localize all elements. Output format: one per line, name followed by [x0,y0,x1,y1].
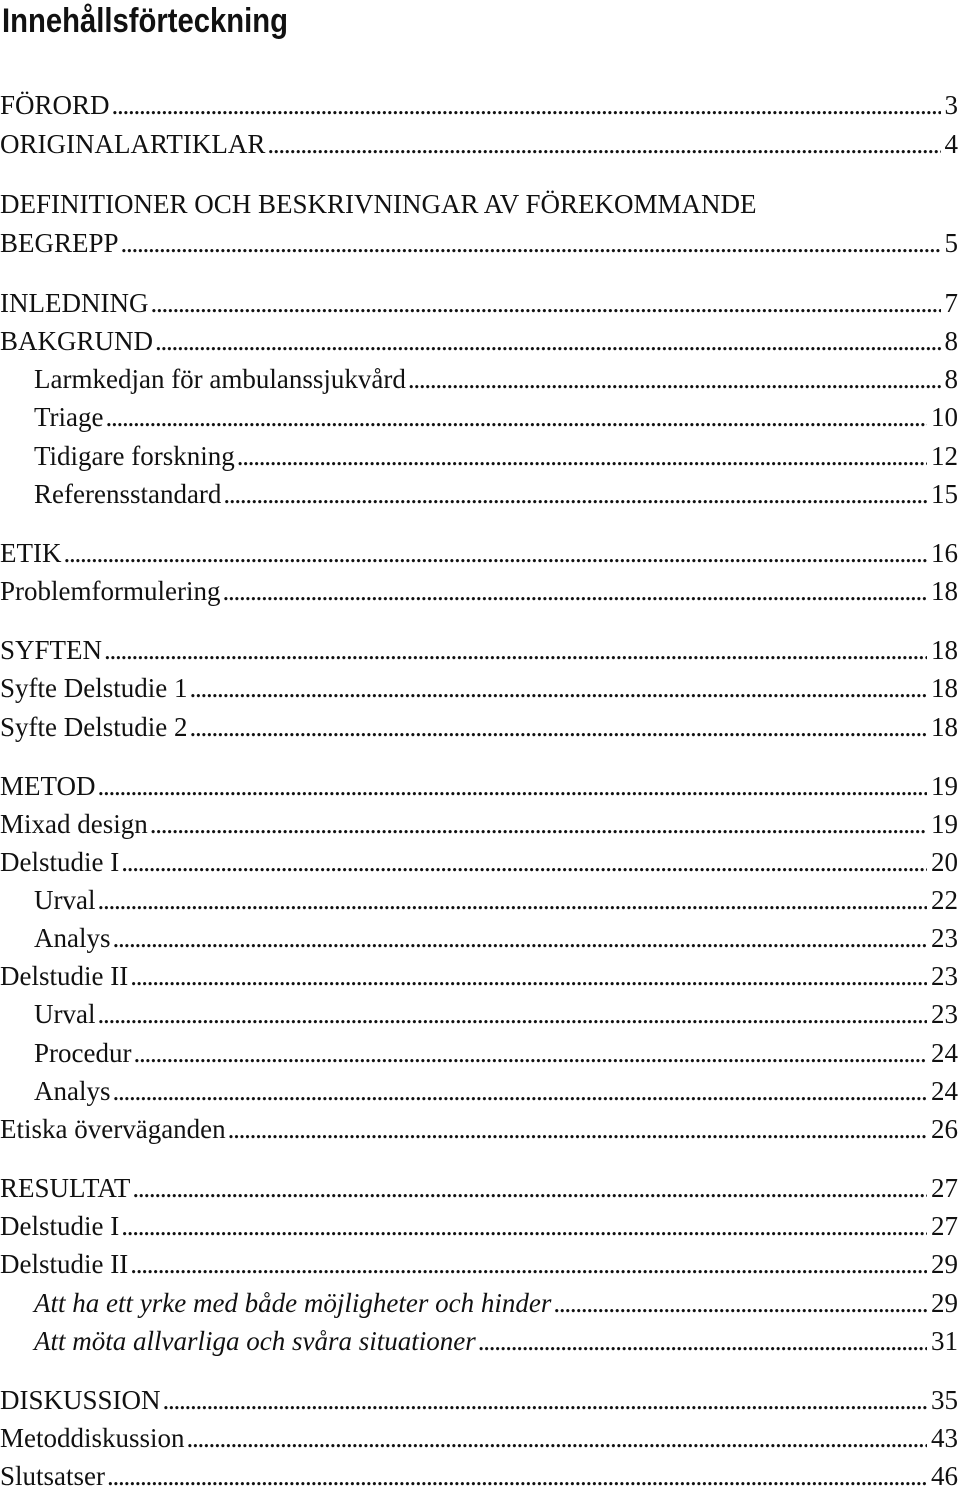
toc-entry-label: Delstudie II [0,1249,129,1279]
toc-entry-label: Metoddiskussion [0,1423,185,1453]
dot-leader [130,1247,927,1281]
toc-page-number: 46 [931,1461,958,1491]
toc-entry-label: ETIK [0,538,62,568]
dot-leader [107,1459,927,1493]
toc-entry-label: RESULTAT [0,1173,131,1203]
dot-leader [187,1421,927,1455]
toc-entry-label: DISKUSSION [0,1385,161,1415]
toc-page-number: 43 [931,1423,958,1453]
toc-entry-label: Tidigare forskning [34,441,235,471]
dot-leader [222,574,927,608]
toc-entry[interactable] [0,769,958,803]
toc-entry-label: Att möta allvarliga och svåra situationer [34,1326,476,1356]
dot-leader [478,1324,927,1358]
toc-page-number: 12 [931,441,958,471]
toc-entry[interactable] [0,633,958,667]
toc-entry-label: FÖRORD [0,90,110,120]
toc-entry[interactable] [0,439,958,473]
toc-entry-label: Delstudie I [0,1211,120,1241]
dot-leader [150,286,940,320]
toc-entry[interactable] [0,845,958,879]
toc-entry-label: Mixad design [0,809,148,839]
toc-entry-label: Delstudie I [0,847,120,877]
toc-page-number: 8 [944,326,958,356]
toc-page-number: 8 [944,364,958,394]
dot-leader [97,883,927,917]
toc-entry-label: Problemformulering [0,576,221,606]
toc-entry[interactable] [0,574,958,608]
dot-leader [113,921,928,955]
toc-entry[interactable] [0,883,958,917]
dot-leader [104,633,927,667]
toc-entry[interactable] [0,1421,958,1455]
dot-leader [113,1074,928,1108]
dot-leader [223,477,927,511]
toc-entry[interactable] [0,1036,958,1070]
dot-leader [112,88,941,122]
toc-page-number: 29 [931,1249,958,1279]
toc-page-number: 24 [931,1076,958,1106]
toc-page-number: 18 [931,576,958,606]
dot-leader [189,710,927,744]
toc-page-number: 15 [931,479,958,509]
dot-leader [133,1036,927,1070]
toc-entry-label: INLEDNING [0,288,149,318]
toc-entry[interactable] [0,88,958,122]
toc-entry[interactable] [0,1383,958,1417]
toc-entry[interactable] [0,536,958,570]
dot-leader [155,324,940,358]
dot-leader [553,1286,927,1320]
toc-entry-label: Analys [34,923,111,953]
dot-leader [121,226,941,260]
toc-entry[interactable] [0,1074,958,1108]
page-title: Innehållsförteckning [2,2,288,40]
toc-entry-label: Syfte Delstudie 1 [0,673,188,703]
toc-entry[interactable] [0,959,958,993]
toc-page-number: 20 [931,847,958,877]
toc-page-number: 4 [944,129,958,159]
toc-entry[interactable] [0,671,958,705]
toc-entry[interactable] [0,1286,958,1320]
toc-page-number: 27 [931,1173,958,1203]
toc-entry-label: Syfte Delstudie 2 [0,712,188,742]
toc-entry[interactable] [0,127,958,161]
toc-entry[interactable] [0,477,958,511]
toc-page-number: 23 [931,961,958,991]
toc-entry-label: Larmkedjan för ambulanssjukvård [34,364,406,394]
toc-entry-label: METOD [0,771,96,801]
toc-page-number: 5 [944,228,958,258]
toc-page-number: 19 [931,809,958,839]
toc-page-number: 19 [931,771,958,801]
toc-page-number: 29 [931,1288,958,1318]
toc-entry[interactable] [0,362,958,396]
toc-entry[interactable] [0,1324,958,1358]
toc-entry-label: BAKGRUND [0,326,154,356]
toc-entry-label: Analys [34,1076,111,1106]
toc-entry[interactable] [0,921,958,955]
toc-entry-label: Procedur [34,1038,132,1068]
toc-page-number: 3 [944,90,958,120]
toc-entry-label: SYFTEN [0,635,103,665]
toc-entry-label: Slutsatser [0,1461,105,1491]
toc-entry[interactable] [0,400,958,434]
toc-page-number: 18 [931,635,958,665]
toc-page-number: 24 [931,1038,958,1068]
toc-entry-label: ORIGINALARTIKLAR [0,129,266,159]
dot-leader [97,997,927,1031]
toc-entry-label: Triage [34,402,104,432]
toc-entry[interactable] [0,226,958,260]
toc-page-number: 18 [931,712,958,742]
dot-leader [408,362,941,396]
toc-page-number: 26 [931,1114,958,1144]
toc-entry[interactable] [0,1247,958,1281]
dot-leader [150,807,927,841]
toc-entry-label: Urval [34,885,96,915]
toc-entry-definitioner[interactable] [0,187,757,221]
toc-entry-label: Etiska överväganden [0,1114,226,1144]
dot-leader [121,1209,927,1243]
toc-entry-label: Referensstandard [34,479,222,509]
toc-entry[interactable] [0,710,958,744]
toc-page-number: 16 [931,538,958,568]
dot-leader [121,845,927,879]
toc-entry-label: Att ha ett yrke med både möjligheter och hinder [34,1288,552,1318]
dot-leader [106,400,927,434]
toc-entry[interactable] [0,807,958,841]
dot-leader [63,536,927,570]
toc-page-number: 7 [944,288,958,318]
toc-page-number: 22 [931,885,958,915]
toc-entry[interactable] [0,1209,958,1243]
dot-leader [98,769,927,803]
dot-leader [237,439,927,473]
dot-leader [132,1171,927,1205]
toc-entry-label: Delstudie II [0,961,129,991]
toc-entry[interactable] [0,1171,958,1205]
toc-page-number: 31 [931,1326,958,1356]
dot-leader [228,1112,927,1146]
toc-page-number: 10 [931,402,958,432]
toc-page-number: 23 [931,923,958,953]
toc-entry[interactable] [0,997,958,1031]
toc-entry-label: Urval [34,999,96,1029]
toc-entry[interactable] [0,324,958,358]
toc-page-number: 27 [931,1211,958,1241]
dot-leader [163,1383,927,1417]
toc-entry-label: DEFINITIONER OCH BESKRIVNINGAR AV FÖREKOMMANDE [0,189,757,219]
toc-page-number: 18 [931,673,958,703]
toc-entry-label: BEGREPP [0,228,119,258]
toc-entry[interactable] [0,286,958,320]
dot-leader [130,959,927,993]
toc-entry[interactable] [0,1459,958,1493]
toc-page-number: 23 [931,999,958,1029]
toc-entry[interactable] [0,1112,958,1146]
toc-page-number: 35 [931,1385,958,1415]
dot-leader [267,127,940,161]
dot-leader [189,671,927,705]
